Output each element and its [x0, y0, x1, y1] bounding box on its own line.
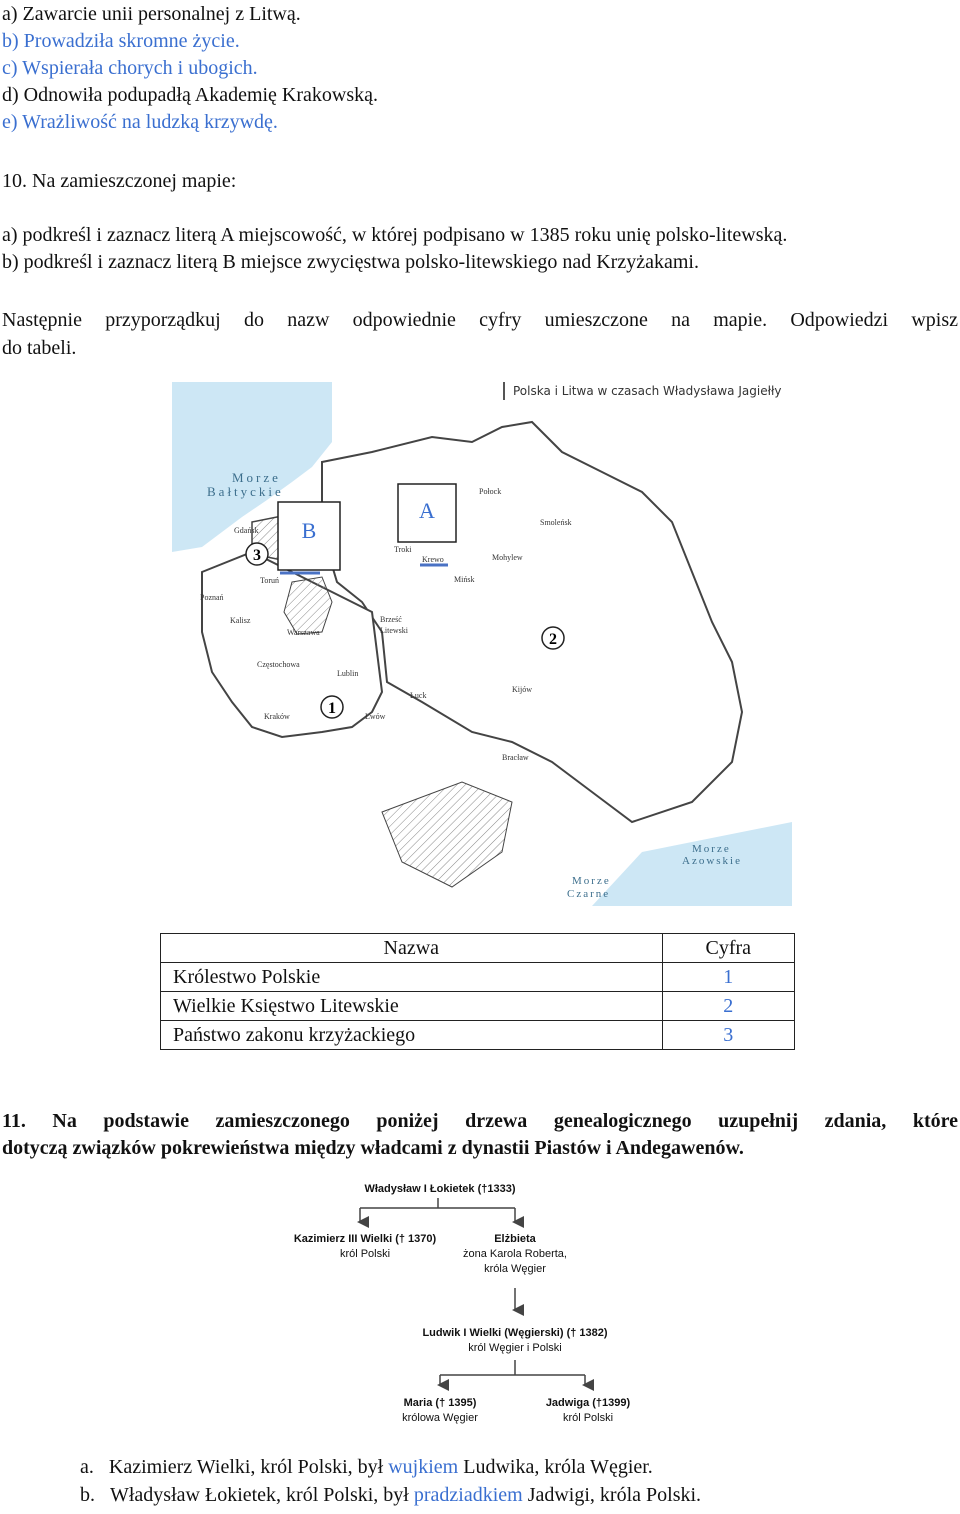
- row-name: Królestwo Polskie: [161, 963, 663, 992]
- row-name: Państwo zakonu krzyżackiego: [161, 1021, 663, 1050]
- num-1: 1: [328, 700, 336, 717]
- azov-label-1: Morze: [692, 843, 731, 855]
- city-gdansk: Gdańsk: [234, 526, 259, 535]
- letter-b: B: [301, 518, 317, 543]
- tree-node-jadwiga: [533, 1396, 643, 1426]
- tree-node-root: [350, 1182, 530, 1197]
- header-name: Nazwa: [161, 934, 663, 963]
- sentence-b-pre: Władysław Łokietek, król Polski, był: [110, 1484, 414, 1506]
- q11-line-1: 11. Na podstawie zamieszczonego poniżej drzewa genealogicznego uzupełnij zdania, które: [2, 1110, 958, 1132]
- sentence-b-answer: pradziadkiem: [413, 1484, 523, 1506]
- tree-node-ludwik: [405, 1326, 625, 1356]
- city-luck: Łuck: [410, 691, 427, 700]
- sentence-a: [80, 1454, 653, 1480]
- num-2: 2: [549, 631, 557, 648]
- city-kijow: Kijów: [512, 685, 532, 694]
- azov-label-2: Azowskie: [682, 855, 742, 867]
- header-num: Cyfra: [662, 934, 794, 963]
- city-braclaw: Bracław: [502, 753, 529, 762]
- jadwiga-name: Jadwiga (†1399): [545, 1397, 631, 1409]
- tree-lines: [290, 1180, 650, 1430]
- baltic-label-2: Bałtyckie: [207, 484, 284, 499]
- answer-c: c) Wspierała chorych i ubogich.: [2, 57, 258, 79]
- jadwiga-role: król Polski: [562, 1412, 614, 1424]
- city-warszawa: Warszawa: [287, 628, 320, 637]
- baltic-label-1: Morze: [232, 470, 281, 485]
- maria-name: Maria († 1395): [403, 1397, 477, 1409]
- tree-node-kazimierz: [280, 1232, 450, 1262]
- city-polock: Połock: [479, 487, 502, 496]
- city-torun: Toruń: [260, 576, 279, 585]
- ludwik-role: król Węgier i Polski: [468, 1342, 562, 1354]
- answer-b: b) Prowadziła skromne życie.: [2, 30, 240, 52]
- city-mohylew: Mohylew: [492, 553, 523, 562]
- city-czestochowa: Częstochowa: [257, 660, 300, 669]
- city-krakow: Kraków: [264, 712, 290, 721]
- elzbieta-role-1: żona Karola Roberta,: [463, 1248, 567, 1260]
- city-krewo: Krewo: [422, 555, 444, 564]
- city-poznan: Poznań: [200, 593, 224, 602]
- city-lublin: Lublin: [337, 669, 359, 678]
- q11-line-2: dotyczą związków pokrewieństwa między władcami z dynastii Piastów i Andegawenów.: [2, 1137, 744, 1159]
- q10-part-a: a) podkreśl i zaznacz literą A miejscowość, w której podpisano w 1385 roku unię polsko-litewską.: [2, 224, 788, 246]
- sentence-b: [80, 1482, 701, 1508]
- row-name: Wielkie Księstwo Litewskie: [161, 992, 663, 1021]
- tree-node-maria: [385, 1396, 495, 1426]
- root-name: Władysław I Łokietek (†1333): [364, 1183, 516, 1195]
- q10-instruction-1: Następnie przyporządkuj do nazw odpowiednie cyfry umieszczone na mapie. Odpowiedzi wpisz: [2, 309, 958, 331]
- historical-map: [172, 382, 792, 906]
- sentence-a-post: Ludwika, króla Węgier.: [458, 1456, 653, 1478]
- table-row: [161, 1021, 795, 1050]
- answer-d: d) Odnowiła podupadłą Akademię Krakowską.: [2, 84, 379, 106]
- city-troki: Troki: [394, 545, 412, 554]
- sentence-a-label: a.: [80, 1456, 94, 1478]
- sentence-a-pre: Kazimierz Wielki, król Polski, był: [108, 1456, 389, 1478]
- city-minsk: Mińsk: [454, 575, 475, 584]
- answer-e: e) Wrażliwość na ludzką krzywdę.: [2, 111, 278, 133]
- q10-instruction-2: do tabeli.: [2, 337, 77, 359]
- table-row: [161, 992, 795, 1021]
- genealogy-tree: [290, 1180, 650, 1430]
- black-sea-label-1: Morze: [572, 875, 611, 887]
- answer-table: [160, 933, 795, 1050]
- city-brzesc-2: Litewski: [380, 626, 408, 635]
- black-sea-label-2: Czarne: [567, 888, 611, 900]
- ludwik-name: Ludwik I Wielki (Węgierski) († 1382): [422, 1327, 608, 1339]
- row-num: 3: [662, 1021, 794, 1050]
- table-row: [161, 963, 795, 992]
- city-smolensk: Smoleńsk: [540, 518, 572, 527]
- sentence-b-label: b.: [80, 1484, 95, 1506]
- maria-role: królowa Węgier: [402, 1412, 478, 1424]
- sentence-a-answer: wujkiem: [388, 1456, 459, 1478]
- sentence-b-post: Jadwigi, króla Polski.: [522, 1484, 702, 1506]
- q10-title: 10. Na zamieszczonej mapie:: [2, 170, 237, 192]
- moldavia-region: [382, 782, 512, 887]
- city-brzesc-1: Brześć: [380, 615, 402, 624]
- answer-a: a) Zawarcie unii personalnej z Litwą.: [2, 3, 301, 25]
- row-num: 2: [662, 992, 794, 1021]
- q10-part-b: b) podkreśl i zaznacz literą B miejsce zwycięstwa polsko-litewskiego nad Krzyżakami.: [2, 251, 699, 273]
- letter-a: A: [419, 498, 435, 523]
- city-kalisz: Kalisz: [230, 616, 251, 625]
- elzbieta-role-2: króla Węgier: [484, 1263, 546, 1275]
- row-num: 1: [662, 963, 794, 992]
- tree-node-elzbieta: [455, 1232, 575, 1277]
- kazimierz-name: Kazimierz III Wielki († 1370): [293, 1233, 437, 1245]
- elzbieta-name: Elżbieta: [494, 1233, 536, 1245]
- kazimierz-role: król Polski: [339, 1248, 391, 1260]
- map-title: Polska i Litwa w czasach Władysława Jagiełły: [503, 382, 790, 400]
- city-lwow: Lwów: [365, 712, 386, 721]
- num-3: 3: [253, 547, 261, 564]
